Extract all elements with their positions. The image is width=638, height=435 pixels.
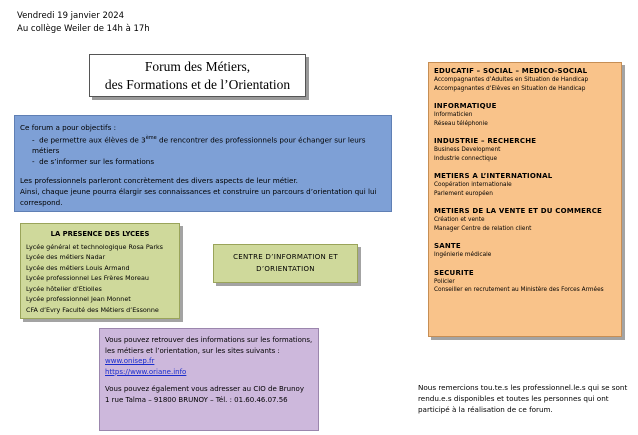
event-location: Au collège Weiler de 14h à 17h xyxy=(17,24,150,34)
metier-item: Policier xyxy=(434,278,455,285)
metier-item: Accompagnantes d’Elèves en Situation de Handicap xyxy=(434,85,586,92)
cio-box xyxy=(213,244,358,283)
lycees-box xyxy=(20,223,180,319)
lycee-item: Lycée hôtelier d’Etiolles xyxy=(26,284,102,293)
metier-category: METIERS DE LA VENTE ET DU COMMERCE xyxy=(434,207,603,215)
metier-category: SECURITE xyxy=(434,268,474,277)
thanks-text: Nous remercions tou.te.s les professionnel.le.s qui se sont rendu.e.s disponibles et toutes les personnes qui ont participé à la réalisation de ce forum. xyxy=(418,383,628,414)
metier-category: SANTE xyxy=(434,242,461,250)
forum-title-box xyxy=(89,54,306,97)
websites-intro: Vous pouvez retrouver des informations sur les formations, les métiers et l’orientation, sur les sites suivants : xyxy=(105,336,313,355)
forum-title-line1: Forum des Métiers, xyxy=(144,59,251,74)
cio-line2: D’ORIENTATION xyxy=(256,265,315,273)
metiers-box xyxy=(428,62,622,337)
lycee-item: Lycée des métiers Louis Armand xyxy=(26,263,130,272)
objectives-intro: Ce forum a pour objectifs : xyxy=(20,123,117,132)
metier-item: Réseau téléphonie xyxy=(434,120,488,127)
objectives-paragraph-2: Ainsi, chaque jeune pourra élargir ses connaissances et construire un parcours d’orientation qui lui correspond. xyxy=(20,187,377,208)
metier-item: Conseiller en recrutement au Ministère des Forces Armées xyxy=(434,287,604,293)
onisep-link[interactable]: www.onisep.fr xyxy=(105,357,155,365)
objective-bullet-1: - de permettre aux élèves de 3ème de rencontrer des professionnels pour échanger sur leurs métiers xyxy=(32,135,366,156)
forum-title-line2: des Formations et de l’Orientation xyxy=(104,77,291,92)
metier-category: EDUCATIF – SOCIAL – MEDICO-SOCIAL xyxy=(434,67,588,75)
cio-contact-line1: Vous pouvez également vous adresser au CIO de Brunoy xyxy=(105,385,304,393)
oriane-link[interactable]: https://www.oriane.info xyxy=(105,367,187,376)
lycee-item: Lycée général et technologique Rosa Parks xyxy=(26,242,163,251)
metier-item: Ingénierie médicale xyxy=(434,252,492,258)
metier-category: METIERS A L’INTERNATIONAL xyxy=(434,172,553,180)
lycees-heading: LA PRESENCE DES LYCEES xyxy=(50,230,150,238)
lycee-item: Lycée professionnel Les Frères Moreau xyxy=(26,274,149,282)
objective-bullet-2: - de s’informer sur les formations xyxy=(32,157,155,167)
metier-item: Informaticien xyxy=(434,112,473,118)
metier-item: Parlement européen xyxy=(434,190,493,197)
cio-contact-line2: 1 rue Talma – 91800 BRUNOY – Tél. : 01.60.46.07.56 xyxy=(105,395,288,404)
metier-item: Manager Centre de relation client xyxy=(434,225,532,232)
websites-box xyxy=(99,328,319,431)
lycee-item: Lycée professionnel Jean Monnet xyxy=(26,295,131,303)
cio-line1: CENTRE D’INFORMATION ET xyxy=(233,253,338,261)
lycee-item: Lycée des métiers Nadar xyxy=(26,253,106,261)
event-date-block xyxy=(17,10,150,36)
lycee-item: CFA d’Evry Faculté des Métiers d’Essonne xyxy=(26,305,159,314)
metier-item: Business Development xyxy=(434,147,501,153)
metier-category: INDUSTRIE – RECHERCHE xyxy=(434,137,537,145)
objectives-box xyxy=(14,115,392,212)
objectives-paragraph-1: Les professionnels parleront concrètement des divers aspects de leur métier. xyxy=(20,176,298,186)
metier-item: Coopération internationale xyxy=(434,182,512,188)
event-date: Vendredi 19 janvier 2024 xyxy=(17,11,125,21)
metier-category: INFORMATIQUE xyxy=(434,102,497,110)
metier-item: Accompagnantes d’Adultes en Situation de Handicap xyxy=(434,77,589,83)
metier-item: Industrie connectique xyxy=(434,155,498,162)
metier-item: Création et vente xyxy=(434,217,485,223)
